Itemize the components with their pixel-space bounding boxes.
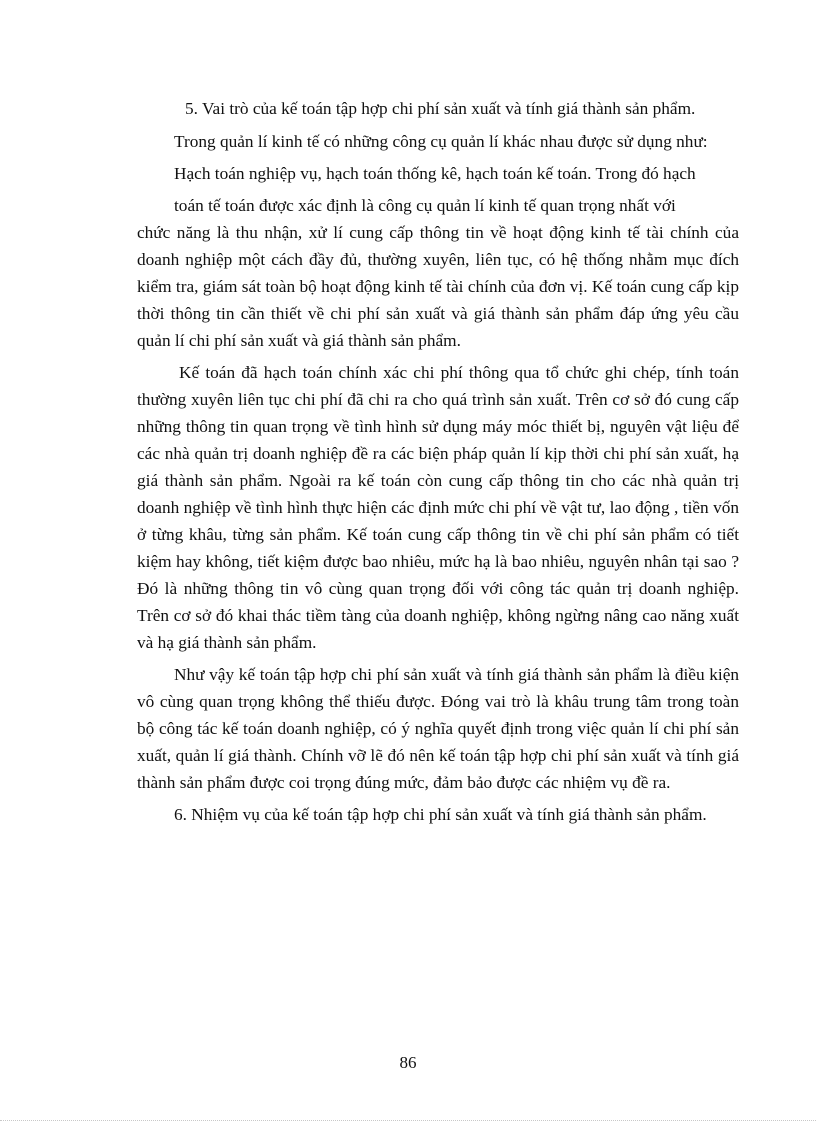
paragraph-management-tools: Trong quản lí kinh tế có những công cụ quản lí khác nhau được sử dụng như: <box>174 132 708 151</box>
section-heading-5: 5. Vai trò của kế toán tập hợp chi phí sản xuất và tính giá thành sản phẩm. <box>185 99 696 118</box>
paragraph-accounting-role: chức năng là thu nhận, xử lí cung cấp thông tin về hoạt động kinh tế tài chính của doanh nghiệp một cách đầy đủ, thường xuyên, liên tục, có hệ thống nhằm mục đích kiểm tra, giám sát toàn bộ hoạt động kinh tế tài chính của đơn vị. Kế toán cung cấp kịp thời thông tin cần thiết về chi phí sản xuất và giá thành sản phẩm đáp ứng yêu cầu quản lí chi phí sản xuất và giá thành sản phẩm. <box>137 223 739 350</box>
paragraph-cost-accounting: Kế toán đã hạch toán chính xác chi phí thông qua tổ chức ghi chép, tính toán thường xuyên liên tục chi phí đã chi ra cho quá trình sản xuất. Trên cơ sở đó cung cấp những thông tin quan trọng về tình hình sử dụng máy móc thiết bị, nguyên vật liệu để các nhà quản trị doanh nghiệp đề ra các biện pháp quản lí kịp thời chi phí sản xuất, hạ giá thành sản phẩm. Ngoài ra kế toán còn cung cấp thông tin cho các nhà quản trị doanh nghiệp về tình hình thực hiện các định mức chi phí về vật tư, lao động , tiền vốn ở từng khâu, từng sản phẩm. Kế toán cung cấp thông tin về chi phí sản phẩm có tiết kiệm hay không, tiết kiệm được bao nhiêu, mức hạ là bao nhiêu, nguyên nhân tại sao ? Đó là những thông tin vô cùng quan trọng đối với công tác quản trị doanh nghiệp. Trên cơ sở đó khai thác tiềm tàng của doanh nghiệp, không ngừng nâng cao năng xuất và hạ giá thành sản phẩm. <box>137 363 739 652</box>
paragraph-conclusion: Như vậy kế toán tập hợp chi phí sản xuất và tính giá thành sản phẩm là điều kiện vô cùng quan trọng không thể thiếu được. Đóng vai trò là khâu trung tâm trong toàn bộ công tác kế toán doanh nghiệp, có ý nghĩa quyết định trong việc quản lí chi phí sản xuất, quản lí giá thành. Chính vỡ lẽ đó nên kế toán tập hợp chi phí sản xuất và tính giá thành sản phẩm được coi trọng đúng mức, đảm bảo được các nhiệm vụ đề ra. <box>137 665 739 792</box>
paragraph-accounting-types: Hạch toán nghiệp vụ, hạch toán thống kê, hạch toán kế toán. Trong đó hạch <box>174 164 696 183</box>
section-heading-6: 6. Nhiệm vụ của kế toán tập hợp chi phí sản xuất và tính giá thành sản phẩm. <box>174 805 707 824</box>
page-bottom-divider <box>0 1120 816 1121</box>
page-number: 86 <box>399 1053 417 1072</box>
paragraph-accounting-role-first-line: toán tế toán được xác định là công cụ quản lí kinh tế quan trọng nhất với <box>174 196 676 215</box>
document-body <box>137 95 739 833</box>
